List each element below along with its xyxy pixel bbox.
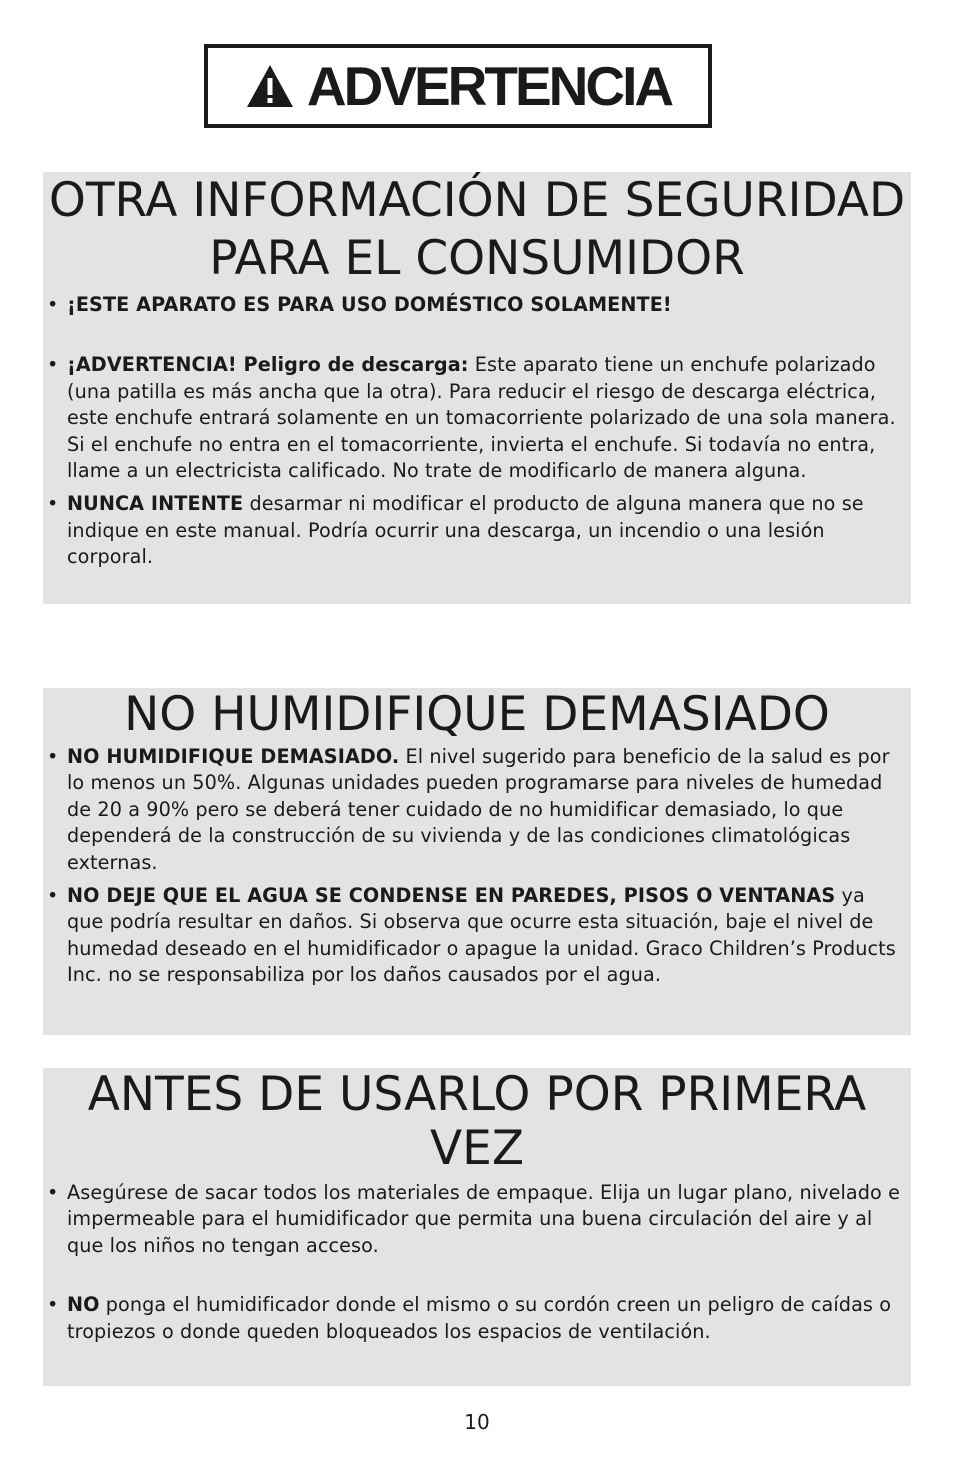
section-title: OTRA INFORMACIÓN DE SEGURIDAD PARA EL CONSUMIDOR bbox=[48, 173, 906, 286]
warning-banner bbox=[204, 44, 712, 128]
list-item: • NO HUMIDIFIQUE DEMASIADO. El nivel sugerido para beneficio de la salud es por lo menos un 50%. Algunas unidades pueden programarse para niveles de humedad de 20 a 90% pero se deberá tener cuidado de no humidificar demasiado, lo que dependerá de la construcción de su vivienda y de las condiciones climatológicas externas. bbox=[43, 744, 911, 876]
list-item: • ¡ADVERTENCIA! Peligro de descarga: Este aparato tiene un enchufe polarizado (una patilla es más ancha que la otra). Para reducir el riesgo de descarga eléctrica, este enchufe entrará solamente en un tomacorriente polarizado de una sola manera. Si el enchufe no entra en el tomacorriente, invierta el enchufe. Si todavía no entra, llame a un electricista calificado. No trate de modificarlo de manera alguna. bbox=[43, 352, 911, 484]
list-item: • Asegúrese de sacar todos los materiales de empaque. Elija un lugar plano, nivelado e impermeable para el humidificador que permita una buena circulación del aire y al que los niños no tengan acceso. bbox=[43, 1180, 911, 1259]
exclamation-triangle-icon bbox=[245, 63, 295, 109]
warning-title: ADVERTENCIA bbox=[306, 54, 672, 117]
section-consumer-safety bbox=[43, 172, 911, 604]
bullet-list bbox=[43, 292, 911, 571]
list-item: • NO ponga el humidificador donde el mismo o su cordón creen un peligro de caídas o tropiezos o donde queden bloqueados los espacios de ventilación. bbox=[43, 1292, 911, 1345]
section-title: NO HUMIDIFIQUE DEMASIADO bbox=[124, 687, 830, 742]
section-no-over-humidify bbox=[43, 688, 911, 1035]
bullet-list bbox=[43, 1180, 911, 1345]
list-item: • NUNCA INTENTE desarmar ni modificar el producto de alguna manera que no se indique en este manual. Podría ocurrir una descarga, un incendio o una lesión corporal. bbox=[43, 491, 911, 570]
bullet-list bbox=[43, 744, 911, 989]
list-item: • ¡ESTE APARATO ES PARA USO DOMÉSTICO SOLAMENTE! bbox=[43, 292, 911, 318]
page-number: 10 bbox=[464, 1410, 490, 1434]
section-before-first-use bbox=[43, 1068, 911, 1386]
section-title: ANTES DE USARLO POR PRIMERA VEZ bbox=[87, 1067, 867, 1176]
list-item: • NO DEJE QUE EL AGUA SE CONDENSE EN PAREDES, PISOS O VENTANAS ya que podría resultar en daños. Si observa que ocurre esta situación, baje el nivel de humedad deseado en el humidificador o apague la unidad. Graco Children’s Products Inc. no se responsabiliza por los daños causados por el agua. bbox=[43, 883, 911, 989]
